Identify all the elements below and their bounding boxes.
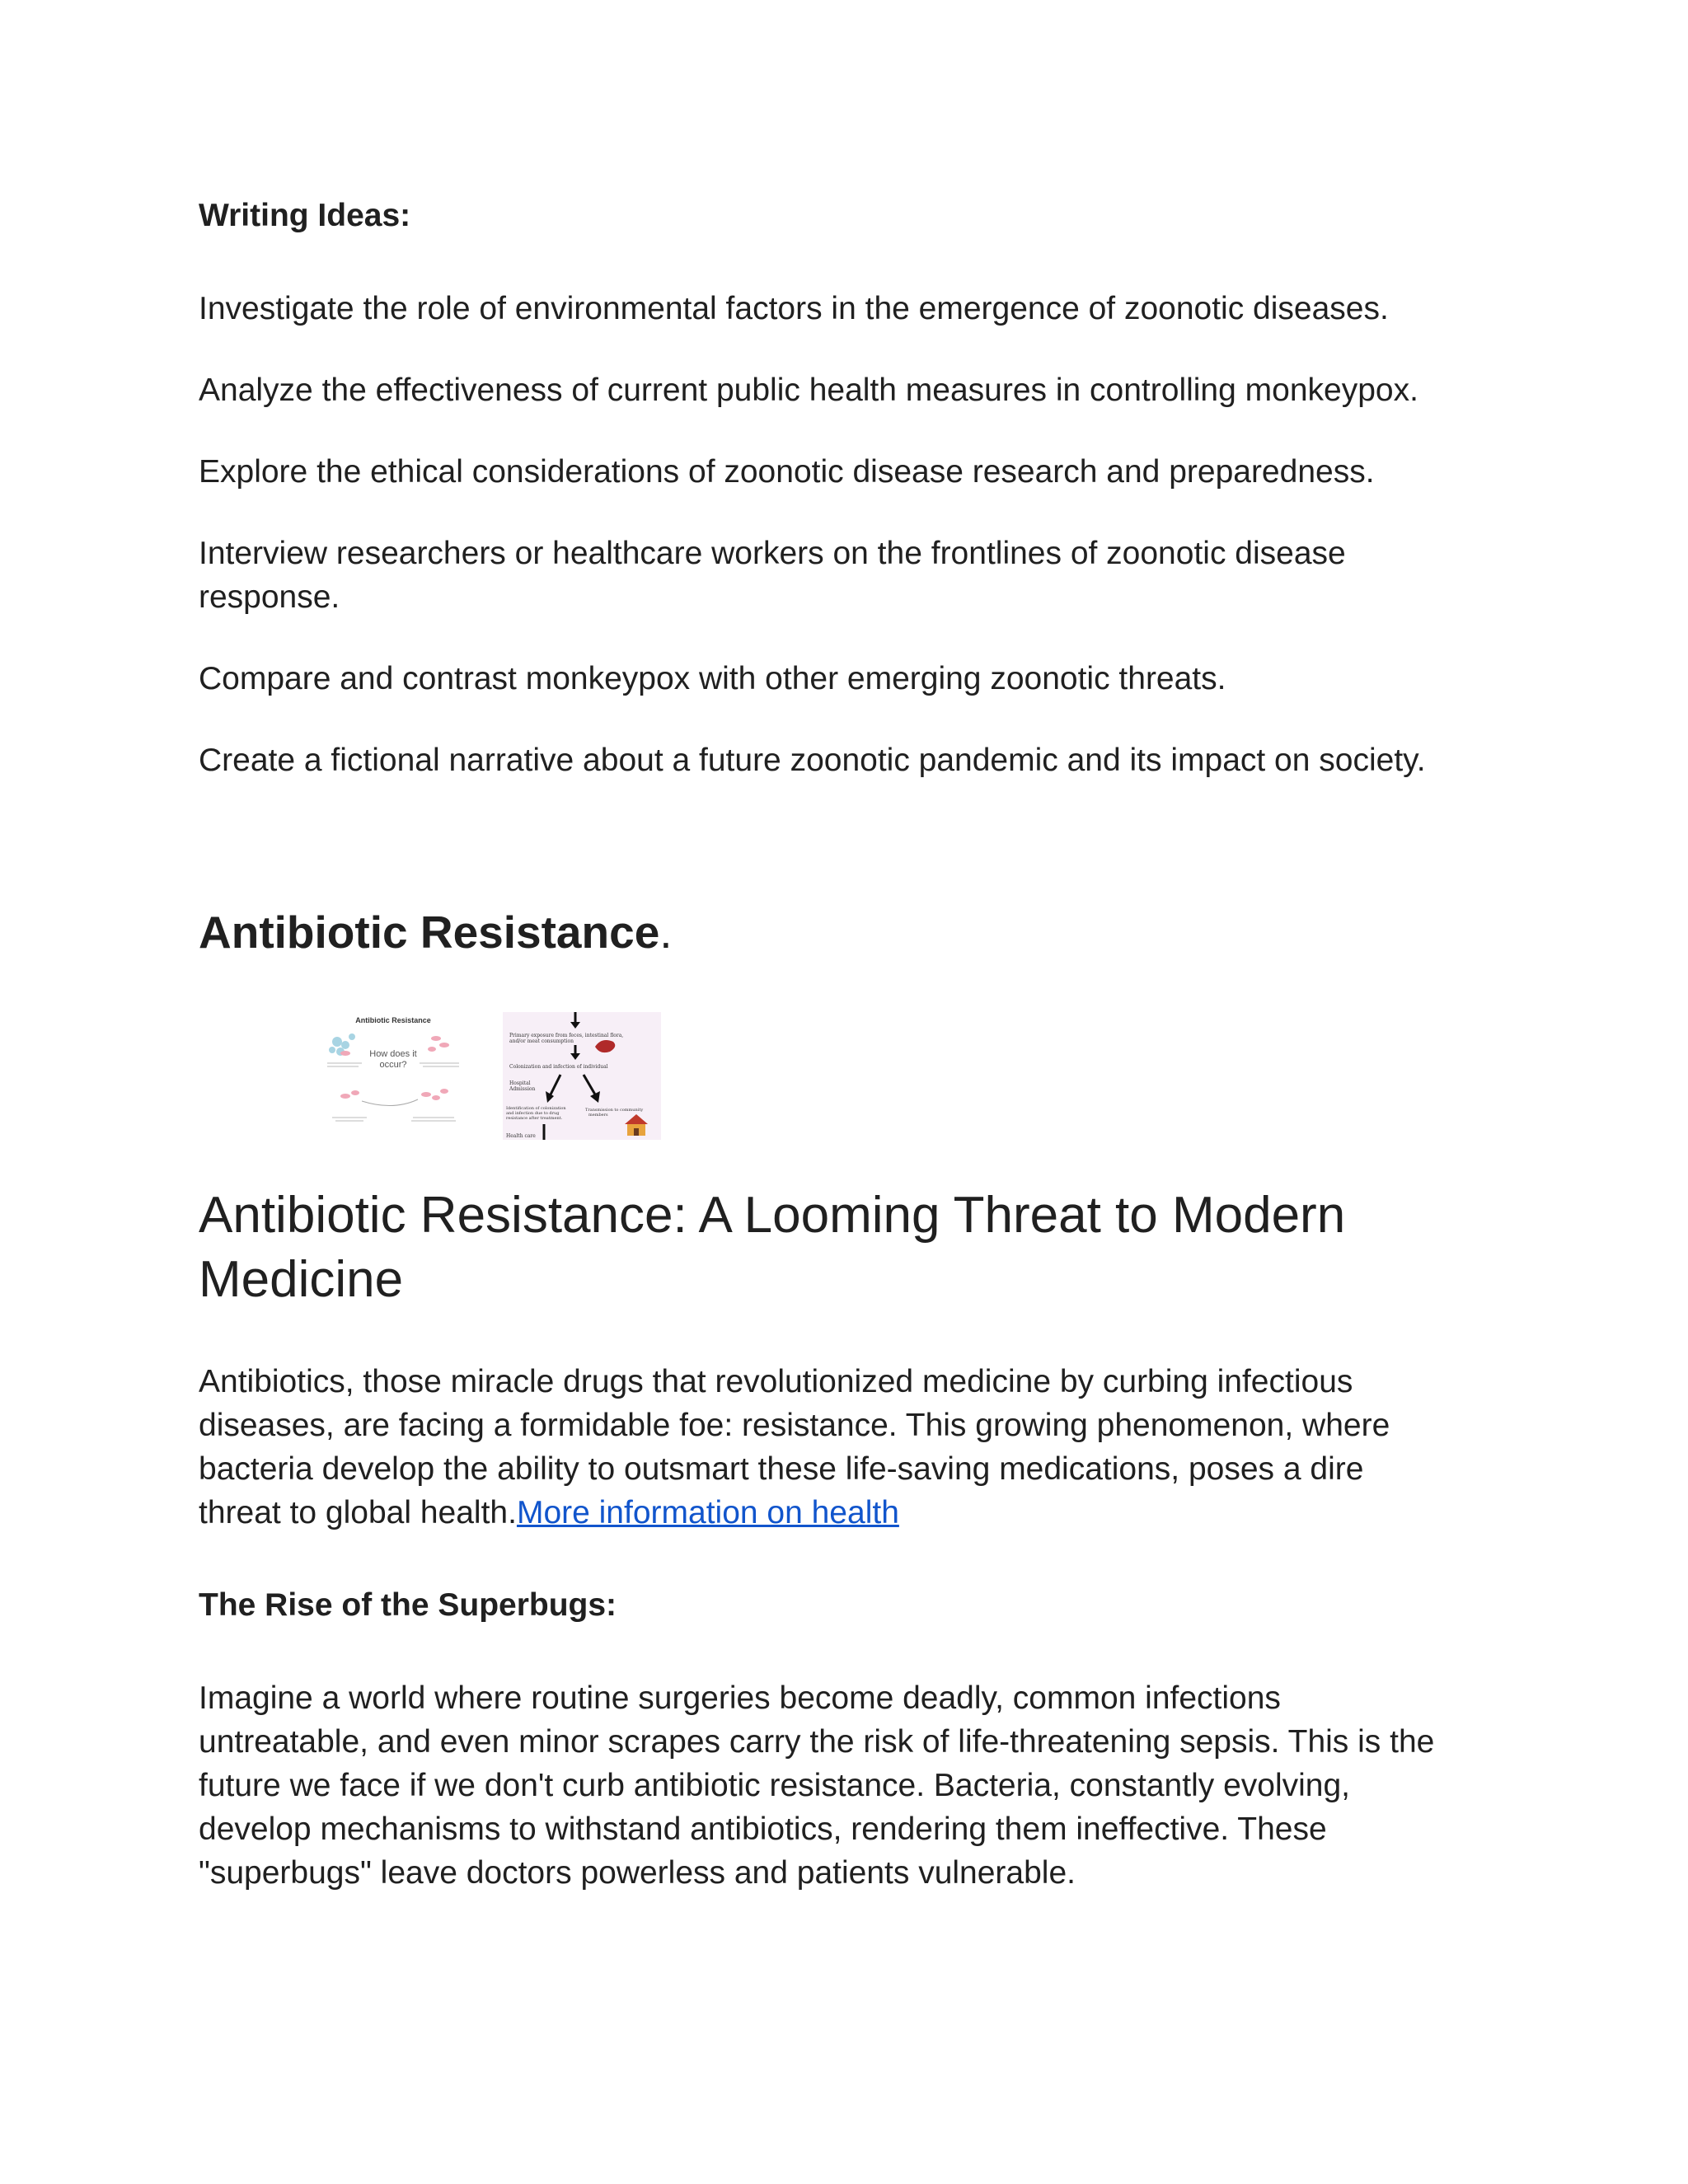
writing-idea-item: Compare and contrast monkeypox with other emerging zoonotic threats. [199, 661, 1226, 696]
writing-idea-line: Interview researchers or healthcare workers on the frontlines of zoonotic disease [199, 536, 1346, 571]
flowchart-text: Primary exposure from feces, intestinal flora, [509, 1033, 624, 1038]
flowchart-text: Admission [509, 1086, 536, 1092]
section-heading [199, 903, 673, 961]
section-heading-suffix: . [659, 907, 673, 958]
body-line: future we face if we don't curb antibiotic resistance. Bacteria, constantly evolving, [199, 1768, 1350, 1803]
infographic-center-line1: How does it [369, 1049, 417, 1059]
writing-ideas-heading: Writing Ideas: [199, 198, 411, 233]
article-title-line: Medicine [199, 1251, 404, 1308]
section-heading-bold: Antibiotic Resistance [199, 907, 660, 958]
more-information-link[interactable]: More information on health [516, 1495, 899, 1530]
flowchart-text: Colonization and infection of individual [509, 1064, 608, 1070]
infographic-center-line2: occur? [379, 1060, 407, 1070]
body-line: untreatable, and even minor scrapes carry the risk of life-threatening sepsis. This is the [199, 1724, 1435, 1760]
writing-idea-item [199, 532, 1493, 619]
body-line: develop mechanisms to withstand antibiotics, rendering them ineffective. These [199, 1811, 1327, 1847]
flowchart-text: Hospital [509, 1080, 531, 1086]
flowchart-drawing [503, 1012, 661, 1140]
flowchart-text: Health care [506, 1133, 536, 1139]
writing-idea-line: response. [199, 579, 340, 615]
writing-idea-item: Create a fictional narrative about a future zoonotic pandemic and its impact on society. [199, 743, 1426, 778]
flowchart-text: resistance after treatment. [506, 1116, 563, 1121]
flowchart-text: and infection due to drug [506, 1111, 560, 1116]
transmission-flowchart-image [503, 1012, 661, 1140]
flowchart-text: Transmission to community [585, 1108, 644, 1113]
infographic-title: Antibiotic Resistance [355, 1016, 431, 1024]
intro-line [199, 1491, 1493, 1535]
writing-idea-item: Investigate the role of environmental factors in the emergence of zoonotic diseases. [199, 291, 1389, 326]
flowchart-text: and/or meat consumption [509, 1038, 574, 1044]
intro-line-text: threat to global health. [199, 1495, 517, 1530]
intro-line: diseases, are facing a formidable foe: resistance. This growing phenomenon, where [199, 1408, 1390, 1443]
intro-line: Antibiotics, those miracle drugs that revolutionized medicine by curbing infectious [199, 1364, 1353, 1399]
intro-line: bacteria develop the ability to outsmart these life-saving medications, poses a dire [199, 1451, 1364, 1487]
antibiotic-resistance-infographic-image [321, 1012, 467, 1140]
infographic-drawing [321, 1012, 467, 1140]
body-line: "superbugs" leave doctors powerless and patients vulnerable. [199, 1855, 1076, 1891]
flowchart-text: Identification of colonization [506, 1106, 566, 1111]
intro-paragraph [199, 1360, 1493, 1535]
article-title [199, 1183, 1484, 1312]
writing-idea-item: Analyze the effectiveness of current public health measures in controlling monkeypox. [199, 373, 1418, 408]
writing-idea-item: Explore the ethical considerations of zoonotic disease research and preparedness. [199, 454, 1375, 490]
body-line: Imagine a world where routine surgeries become deadly, common infections [199, 1680, 1281, 1716]
superbugs-subheading: The Rise of the Superbugs: [199, 1587, 617, 1623]
article-title-line: Antibiotic Resistance: A Looming Threat to Modern [199, 1187, 1346, 1244]
superbugs-paragraph [199, 1676, 1493, 1895]
flowchart-text: members [588, 1113, 608, 1118]
